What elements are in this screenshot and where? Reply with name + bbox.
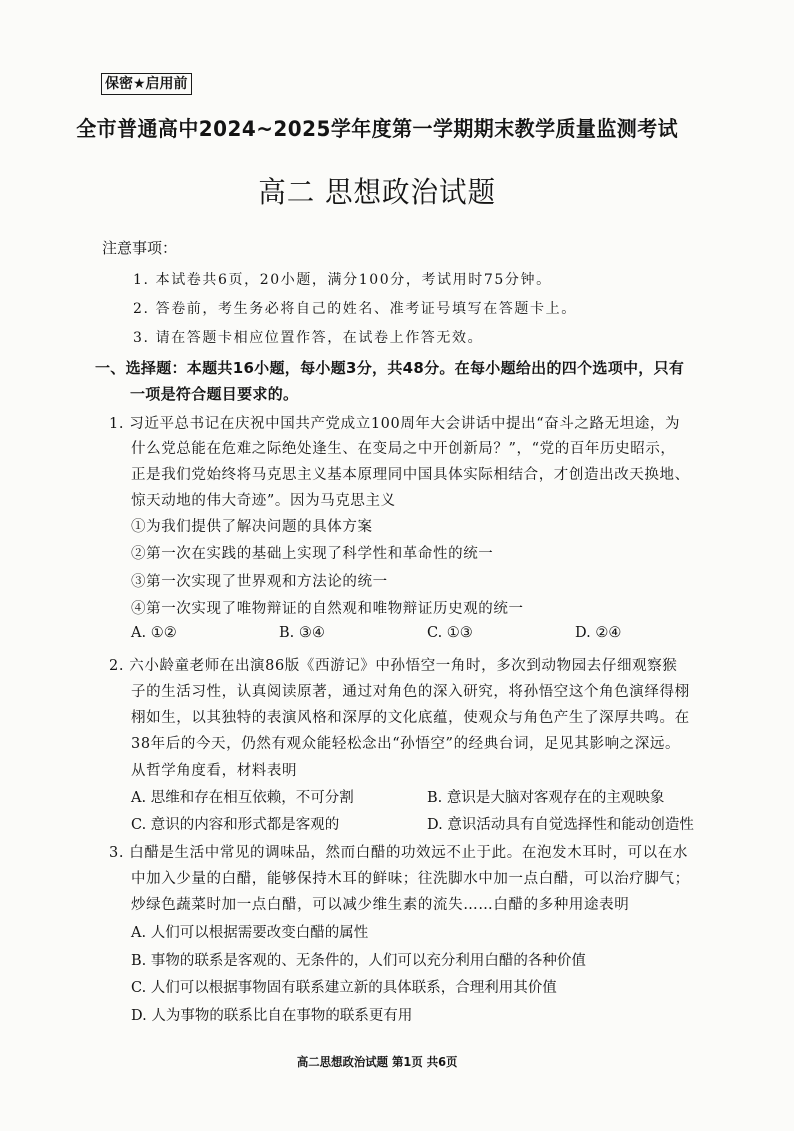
question-3-option-d: D. 人为事物的联系比自在事物的联系更有用 — [131, 1008, 413, 1024]
question-3-option-a: A. 人们可以根据需要改变白醋的属性 — [131, 925, 369, 941]
question-2-option-a: A. 思维和存在相互依赖，不可分割 — [131, 790, 354, 806]
question-3-text: 炒绿色蔬菜时加一点白醋，可以减少维生素的流失……白醋的多种用途表明 — [131, 897, 630, 913]
question-1-statement: ④第一次实现了唯物辩证的自然观和唯物辩证历史观的统一 — [131, 601, 524, 617]
question-3-text: 中加入少量的白醋，能够保持木耳的鲜味；往洗脚水中加一点白醋，可以治疗脚气； — [131, 871, 690, 887]
question-2-option-c: C. 意识的内容和形式都是客观的 — [131, 817, 340, 833]
question-3-text: 3. 白醋是生活中常见的调味品，然而白醋的功效远不止于此。在泡发木耳时，可以在水 — [109, 845, 688, 861]
question-2-text: 子的生活习性，认真阅读原著，通过对角色的深入研究，将孙悟空这个角色演绎得栩 — [131, 684, 690, 700]
question-1-statement: ③第一次实现了世界观和方法论的统一 — [131, 574, 388, 590]
question-1-statement: ①为我们提供了解决问题的具体方案 — [131, 519, 373, 535]
question-1-text: 正是我们党始终将马克思主义基本原理同中国具体实际相结合，才创造出改天换地、 — [131, 467, 690, 483]
secret-label: 保密★启用前 — [101, 73, 192, 95]
question-3-option-c: C. 人们可以根据事物固有联系建立新的具体联系，合理利用其价值 — [131, 980, 557, 996]
question-1-statement: ②第一次在实践的基础上实现了科学性和革命性的统一 — [131, 546, 494, 562]
page-footer: 高二思想政治试题 第1页 共6页 — [296, 1055, 458, 1069]
question-1-option-b: B. ③④ — [279, 625, 325, 641]
question-1-option-c: C. ①③ — [427, 625, 473, 641]
question-2-text: 栩如生，以其独特的表演风格和深厚的文化底蕴，使观众与角色产生了深厚共鸣。在 — [131, 710, 690, 726]
question-2-text: 2. 六小龄童老师在出演86版《西游记》中孙悟空一角时，多次到动物园去仔细观察猴 — [109, 658, 678, 674]
question-1-option-d: D. ②④ — [575, 625, 622, 641]
question-3-option-b: B. 事物的联系是客观的、无条件的，人们可以充分利用白醋的各种价值 — [131, 953, 586, 969]
question-2-text: 从哲学角度看，材料表明 — [131, 763, 298, 779]
section-heading-cont: 一项是符合题目要求的。 — [130, 385, 299, 403]
question-1-text: 惊天动地的伟大奇迹”。因为马克思主义 — [131, 493, 396, 509]
note-item: 3. 请在答题卡相应位置作答，在试卷上作答无效。 — [133, 330, 484, 346]
notes-heading: 注意事项： — [102, 239, 178, 257]
note-item: 2. 答卷前，考生务必将自己的姓名、准考证号填写在答题卡上。 — [133, 301, 577, 317]
question-2-text: 38年后的今天，仍然有观众能轻松念出“孙悟空”的经典台词，足见其影响之深远。 — [131, 736, 681, 752]
question-1-option-a: A. ①② — [131, 625, 177, 641]
note-item: 1. 本试卷共6页，20小题，满分100分，考试用时75分钟。 — [133, 272, 552, 288]
subject-title: 高二 思想政治试题 — [258, 175, 497, 209]
question-2-option-d: D. 意识活动具有自觉选择性和能动创造性 — [427, 817, 694, 833]
exam-title: 全市普通高中2024~2025学年度第一学期期末教学质量监测考试 — [76, 117, 679, 141]
section-heading: 一、选择题：本题共16小题，每小题3分，共48分。在每小题给出的四个选项中，只有 — [95, 359, 685, 377]
question-2-option-b: B. 意识是大脑对客观存在的主观映象 — [427, 790, 665, 806]
question-1-text: 什么党总能在危难之际绝处逢生、在变局之中开创新局？”，“党的百年历史昭示， — [131, 441, 676, 457]
question-1-text: 1. 习近平总书记在庆祝中国共产党成立100周年大会讲话中提出“奋斗之路无坦途，为 — [109, 416, 681, 432]
